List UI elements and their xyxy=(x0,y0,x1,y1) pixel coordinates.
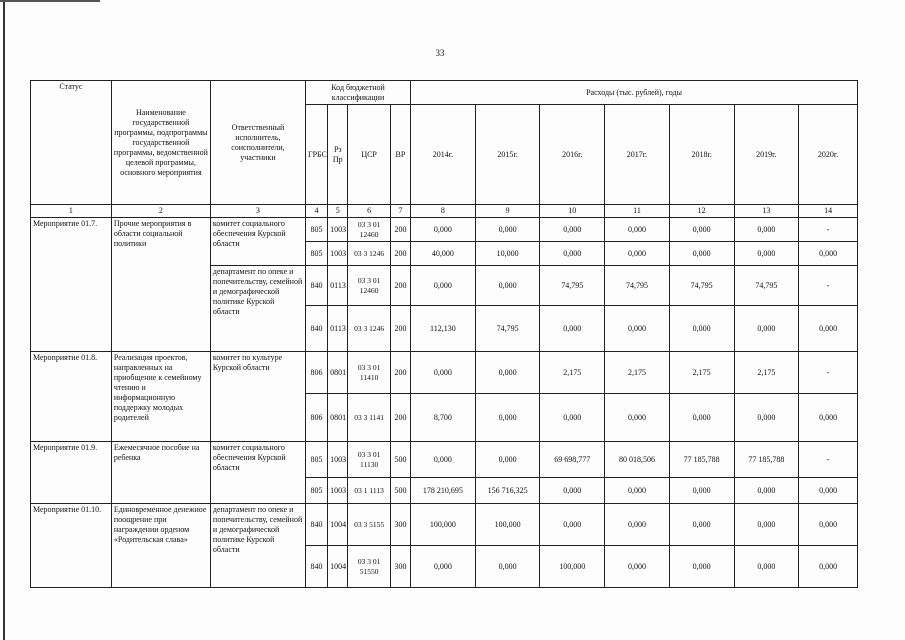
value-cell: 0,000 xyxy=(669,306,734,352)
csr-cell: 03 3 01 11130 xyxy=(348,442,390,478)
status-cell: Мероприятие 01.10. xyxy=(31,504,112,588)
value-cell: 0,000 xyxy=(734,478,799,504)
vr-cell: 200 xyxy=(390,266,410,306)
header-year: 2015г. xyxy=(475,105,540,205)
table-row xyxy=(31,218,858,242)
header-year: 2020г. xyxy=(799,105,858,205)
header-year: 2019г. xyxy=(734,105,799,205)
value-cell: 0,000 xyxy=(605,478,670,504)
value-cell: 2,175 xyxy=(734,352,799,394)
column-number: 13 xyxy=(734,205,799,218)
column-number: 6 xyxy=(348,205,390,218)
header-year: 2018г. xyxy=(669,105,734,205)
vr-cell: 300 xyxy=(390,504,410,546)
value-cell: 80 018,506 xyxy=(605,442,670,478)
value-cell: 69 698,777 xyxy=(540,442,605,478)
header-executor: Ответственный исполнитель, соисполнители, участники xyxy=(210,81,305,205)
table-row xyxy=(31,352,858,394)
name-cell: Прочие мероприятия в области социальной политики xyxy=(111,218,210,352)
value-cell: 10,000 xyxy=(475,242,540,266)
header-budget-code: Код бюджетной классификации xyxy=(305,81,410,105)
csr-cell: 03 3 1141 xyxy=(348,394,390,442)
column-number: 7 xyxy=(390,205,410,218)
value-cell: 178 210,695 xyxy=(411,478,476,504)
header-grbs: ГРБС xyxy=(305,105,327,205)
rzpr-cell: 1003 xyxy=(328,478,348,504)
value-cell: 0,000 xyxy=(540,242,605,266)
value-cell: 74,795 xyxy=(734,266,799,306)
csr-cell: 03 3 01 12460 xyxy=(348,218,390,242)
executor-cell: департамент по опеке и попечительству, семейной и демографической политике Курской области xyxy=(210,266,305,352)
value-cell: 0,000 xyxy=(475,218,540,242)
value-cell: 0,000 xyxy=(411,546,476,588)
value-cell: 74,795 xyxy=(605,266,670,306)
rzpr-cell: 0801 xyxy=(328,394,348,442)
vr-cell: 200 xyxy=(390,218,410,242)
value-cell: 0,000 xyxy=(734,218,799,242)
value-cell: 0,000 xyxy=(540,306,605,352)
value-cell: 0,000 xyxy=(540,218,605,242)
vr-cell: 200 xyxy=(390,394,410,442)
value-cell: - xyxy=(799,218,858,242)
value-cell: 0,000 xyxy=(734,306,799,352)
vr-cell: 200 xyxy=(390,352,410,394)
value-cell: 0,000 xyxy=(605,218,670,242)
grbs-cell: 840 xyxy=(305,504,327,546)
column-number: 1 xyxy=(31,205,112,218)
csr-cell: 03 3 01 51550 xyxy=(348,546,390,588)
value-cell: 2,175 xyxy=(605,352,670,394)
status-cell: Мероприятие 01.9. xyxy=(31,442,112,504)
csr-cell: 03 3 1246 xyxy=(348,306,390,352)
value-cell: 0,000 xyxy=(799,242,858,266)
column-number: 9 xyxy=(475,205,540,218)
table-row xyxy=(31,442,858,478)
column-number: 3 xyxy=(210,205,305,218)
grbs-cell: 805 xyxy=(305,218,327,242)
name-cell: Единовременное денежное поощрение при награждении орденом «Родительская слава» xyxy=(111,504,210,588)
name-cell: Реализация проектов, направленных на приобщение к семейному чтению и информационную поддержку молодых родителей xyxy=(111,352,210,442)
grbs-cell: 840 xyxy=(305,266,327,306)
value-cell: 0,000 xyxy=(411,266,476,306)
value-cell: 0,000 xyxy=(475,352,540,394)
vr-cell: 500 xyxy=(390,442,410,478)
value-cell: 77 185,788 xyxy=(734,442,799,478)
value-cell: 0,000 xyxy=(799,394,858,442)
grbs-cell: 806 xyxy=(305,394,327,442)
value-cell: 0,000 xyxy=(411,218,476,242)
column-number: 12 xyxy=(669,205,734,218)
rzpr-cell: 0113 xyxy=(328,306,348,352)
value-cell: 0,000 xyxy=(411,442,476,478)
csr-cell: 03 3 01 12460 xyxy=(348,266,390,306)
grbs-cell: 805 xyxy=(305,442,327,478)
status-cell: Мероприятие 01.7. xyxy=(31,218,112,352)
csr-cell: 03 3 5155 xyxy=(348,504,390,546)
value-cell: 0,000 xyxy=(605,394,670,442)
value-cell: 0,000 xyxy=(540,478,605,504)
value-cell: 0,000 xyxy=(669,242,734,266)
value-cell: 100,000 xyxy=(411,504,476,546)
value-cell: 0,000 xyxy=(605,242,670,266)
vr-cell: 200 xyxy=(390,306,410,352)
value-cell: - xyxy=(799,442,858,478)
csr-cell: 03 3 01 11410 xyxy=(348,352,390,394)
value-cell: 0,000 xyxy=(799,504,858,546)
executor-cell: департамент по опеке и попечительству, семейной и демографической политике Курской области xyxy=(210,504,305,588)
header-status: Статус xyxy=(31,81,112,205)
column-number: 11 xyxy=(605,205,670,218)
rzpr-cell: 0113 xyxy=(328,266,348,306)
rzpr-cell: 1003 xyxy=(328,242,348,266)
scan-edge-left xyxy=(3,0,5,640)
value-cell: 0,000 xyxy=(669,478,734,504)
value-cell: 0,000 xyxy=(475,394,540,442)
value-cell: 0,000 xyxy=(605,306,670,352)
grbs-cell: 805 xyxy=(305,478,327,504)
value-cell: - xyxy=(799,352,858,394)
vr-cell: 300 xyxy=(390,546,410,588)
value-cell: 0,000 xyxy=(669,504,734,546)
value-cell: 40,000 xyxy=(411,242,476,266)
vr-cell: 200 xyxy=(390,242,410,266)
executor-cell: комитет социального обеспечения Курской области xyxy=(210,442,305,504)
vr-cell: 500 xyxy=(390,478,410,504)
table-row xyxy=(31,504,858,546)
value-cell: 0,000 xyxy=(799,306,858,352)
header-vr: ВР xyxy=(390,105,410,205)
value-cell: 0,000 xyxy=(475,442,540,478)
column-number-row xyxy=(31,205,858,218)
value-cell: 0,000 xyxy=(669,394,734,442)
column-number: 4 xyxy=(305,205,327,218)
csr-cell: 03 3 1246 xyxy=(348,242,390,266)
grbs-cell: 840 xyxy=(305,546,327,588)
value-cell: 0,000 xyxy=(475,546,540,588)
column-number: 2 xyxy=(111,205,210,218)
page-number: 33 xyxy=(435,48,445,58)
header-year: 2016г. xyxy=(540,105,605,205)
column-number: 10 xyxy=(540,205,605,218)
grbs-cell: 840 xyxy=(305,306,327,352)
scan-edge-top xyxy=(0,0,100,2)
column-number: 8 xyxy=(411,205,476,218)
value-cell: 0,000 xyxy=(669,218,734,242)
value-cell: 0,000 xyxy=(540,504,605,546)
value-cell: 0,000 xyxy=(605,504,670,546)
value-cell: 0,000 xyxy=(799,478,858,504)
value-cell: 0,000 xyxy=(734,546,799,588)
value-cell: 100,000 xyxy=(475,504,540,546)
rzpr-cell: 1003 xyxy=(328,442,348,478)
value-cell: 0,000 xyxy=(475,266,540,306)
budget-table xyxy=(30,80,858,588)
column-number: 14 xyxy=(799,205,858,218)
csr-cell: 03 1 1113 xyxy=(348,478,390,504)
value-cell: 8,700 xyxy=(411,394,476,442)
value-cell: 0,000 xyxy=(605,546,670,588)
value-cell: 0,000 xyxy=(540,394,605,442)
header-year: 2014г. xyxy=(411,105,476,205)
grbs-cell: 805 xyxy=(305,242,327,266)
value-cell: 0,000 xyxy=(799,546,858,588)
value-cell: 2,175 xyxy=(669,352,734,394)
header-name: Наименование государственной программы, подпрограммы государственной программы, ведомственной целевой программы, основного мероприятия xyxy=(111,81,210,205)
value-cell: 77 185,788 xyxy=(669,442,734,478)
value-cell: 0,000 xyxy=(411,352,476,394)
status-cell: Мероприятие 01.8. xyxy=(31,352,112,442)
rzpr-cell: 1004 xyxy=(328,504,348,546)
value-cell: 0,000 xyxy=(734,504,799,546)
value-cell: 74,795 xyxy=(475,306,540,352)
value-cell: 0,000 xyxy=(734,242,799,266)
executor-cell: комитет социального обеспечения Курской области xyxy=(210,218,305,266)
grbs-cell: 806 xyxy=(305,352,327,394)
column-number: 5 xyxy=(328,205,348,218)
rzpr-cell: 1003 xyxy=(328,218,348,242)
value-cell: 74,795 xyxy=(669,266,734,306)
value-cell: 0,000 xyxy=(734,394,799,442)
rzpr-cell: 0801 xyxy=(328,352,348,394)
name-cell: Ежемесячное пособие на ребенка xyxy=(111,442,210,504)
value-cell: 2,175 xyxy=(540,352,605,394)
value-cell: 74,795 xyxy=(540,266,605,306)
rzpr-cell: 1004 xyxy=(328,546,348,588)
value-cell: 156 716,325 xyxy=(475,478,540,504)
header-rzpr: Рз Пр xyxy=(328,105,348,205)
value-cell: 112,130 xyxy=(411,306,476,352)
value-cell: - xyxy=(799,266,858,306)
header-year: 2017г. xyxy=(605,105,670,205)
header-expenses: Расходы (тыс. рублей), годы xyxy=(411,81,858,105)
executor-cell: комитет по культуре Курской области xyxy=(210,352,305,442)
value-cell: 0,000 xyxy=(669,546,734,588)
value-cell: 100,000 xyxy=(540,546,605,588)
header-csr: ЦСР xyxy=(348,105,390,205)
